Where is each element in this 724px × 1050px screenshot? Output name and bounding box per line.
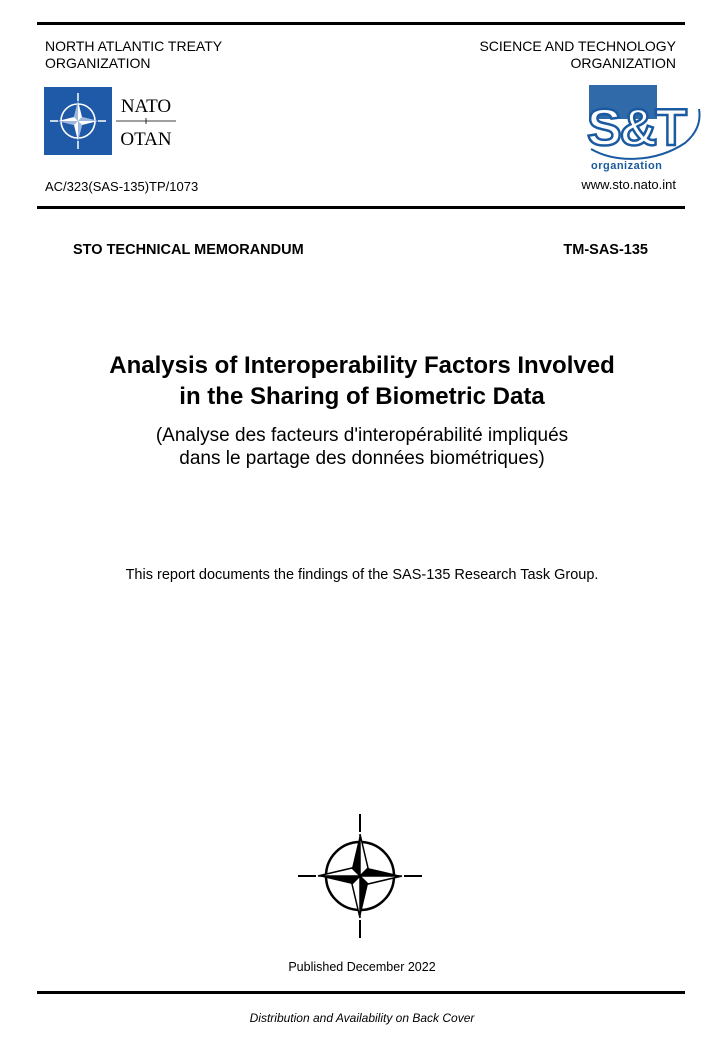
nato-otan-logo: [44, 87, 180, 155]
website-link[interactable]: www.sto.nato.int: [581, 177, 676, 192]
sto-org-name: [479, 38, 676, 72]
distribution-note: Distribution and Availability on Back Cover: [249, 1011, 475, 1025]
nato-org-name: [45, 38, 222, 72]
document-subtitle-french: [0, 424, 724, 470]
sto-org-line1: SCIENCE AND TECHNOLOGY: [479, 38, 676, 54]
publication-date: Published December 2022: [288, 960, 436, 974]
header-rule: [37, 206, 685, 209]
sto-org-line2: ORGANIZATION: [570, 55, 676, 71]
nato-logo-text: NATO: [120, 96, 172, 117]
st-organization-logo: [585, 83, 703, 173]
st-logo-text: S&T: [587, 99, 685, 157]
otan-logo-text: OTAN: [120, 129, 172, 150]
title-line2: in the Sharing of Biometric Data: [179, 383, 545, 410]
nato-org-line1: NORTH ATLANTIC TREATY: [45, 38, 223, 54]
ac-reference: AC/323(SAS-135)TP/1073: [45, 179, 199, 194]
title-line1: Analysis of Interoperability Factors Involved: [109, 352, 615, 379]
nato-org-line2: ORGANIZATION: [45, 55, 151, 71]
memo-code: TM-SAS-135: [563, 242, 648, 258]
footer-rule: [37, 991, 685, 994]
findings-statement: This report documents the findings of the SAS-135 Research Task Group.: [125, 567, 599, 583]
subtitle-line1: (Analyse des facteurs d'interopérabilité impliqués: [155, 425, 569, 446]
subtitle-line2: dans le partage des données biométriques): [179, 448, 545, 469]
document-title: [0, 350, 724, 412]
nato-compass-emblem: [296, 812, 424, 940]
memo-type: STO TECHNICAL MEMORANDUM: [73, 242, 304, 258]
st-logo-subtext: organization: [591, 160, 663, 172]
top-rule: [37, 22, 685, 25]
